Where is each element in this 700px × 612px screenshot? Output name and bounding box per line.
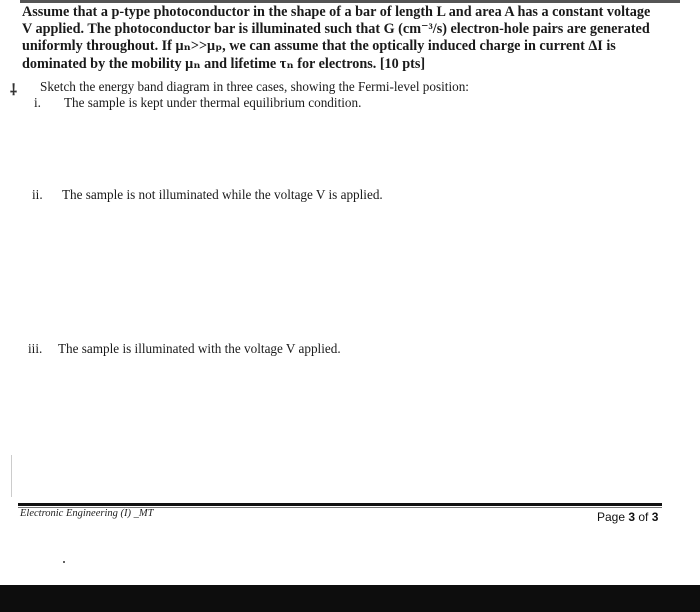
case-text: The sample is illuminated with the voltage V applied. <box>58 341 341 356</box>
top-rule <box>20 0 680 3</box>
case-text: The sample is not illuminated while the voltage V is applied. <box>62 187 383 202</box>
page-number <box>597 510 658 524</box>
case-item-2 <box>32 187 383 203</box>
margin-mark <box>11 455 12 497</box>
page-prefix: Page <box>597 510 629 524</box>
footer-course: Electronic Engineering (I) _MT <box>20 508 154 519</box>
problem-line-3: uniformly throughout. If μₙ>>μₚ, we can assume that the optically induced charge in current ΔI is <box>22 38 616 55</box>
question-marker-icon: ⸸ <box>10 83 18 99</box>
problem-line-1: Assume that a p-type photoconductor in the shape of a bar of length L and area A has a constant voltage <box>22 4 651 20</box>
problem-line-4: dominated by the mobility μₙ and lifetime τₙ for electrons. [10 pts] <box>22 55 426 72</box>
case-text: The sample is kept under thermal equilibrium condition. <box>64 95 362 110</box>
page-of: of <box>635 510 652 524</box>
case-item-3 <box>28 341 341 357</box>
case-item-1 <box>34 95 361 111</box>
case-number: iii. <box>28 341 43 356</box>
footer-rule <box>18 503 662 506</box>
instruction-text: Sketch the energy band diagram in three cases, showing the Fermi-level position: <box>40 79 469 94</box>
page-total: 3 <box>651 510 659 524</box>
stray-dot <box>63 561 65 563</box>
bottom-dark-band <box>0 585 700 612</box>
problem-statement <box>22 4 677 73</box>
problem-line-2: V applied. The photoconductor bar is illuminated such that G (cm⁻³/s) electron-hole pairs are generated <box>22 21 650 38</box>
page-current: 3 <box>628 510 636 524</box>
case-number: ii. <box>32 187 43 202</box>
case-number: i. <box>34 95 41 110</box>
